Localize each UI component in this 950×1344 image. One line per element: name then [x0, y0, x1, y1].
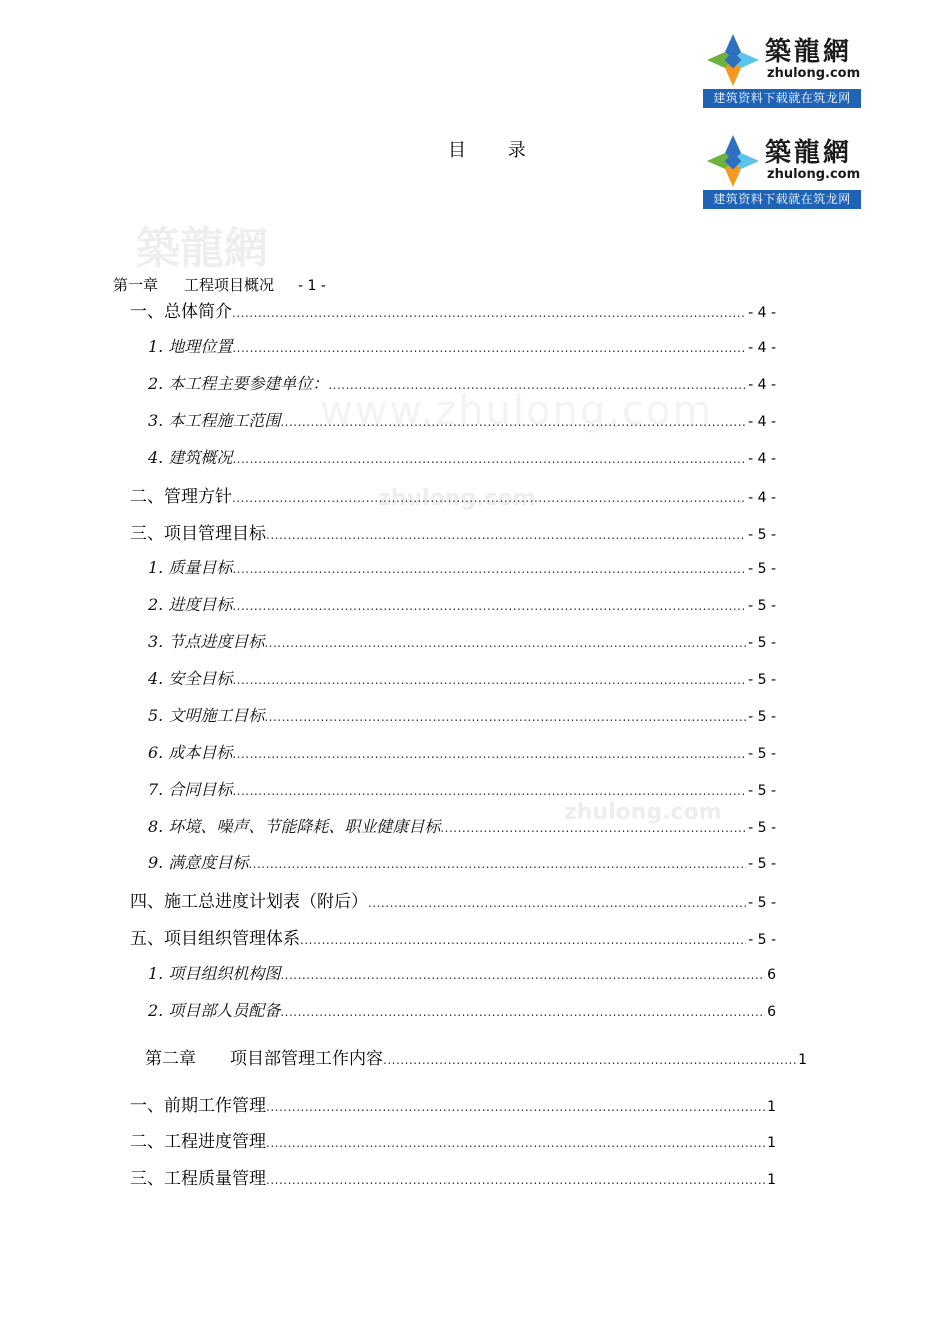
toc-entry-label: 四、施工总进度计划表（附后） [130, 892, 368, 912]
toc-leader [328, 378, 746, 392]
toc-entry-page: - 5 - [748, 561, 776, 577]
toc-entry[interactable] [148, 998, 776, 1024]
toc-leader [232, 784, 746, 798]
toc-entry-label: 3. 本工程施工范围 [148, 411, 281, 430]
toc-entry[interactable] [148, 629, 776, 655]
toc-leader [232, 306, 746, 320]
watermark-url: www.zhulong.com [320, 388, 714, 434]
toc-entry[interactable] [130, 924, 776, 950]
toc-leader [368, 896, 746, 910]
zhulong-logo [703, 30, 861, 108]
toc-entry[interactable] [148, 814, 776, 840]
toc-entry-label: 一、前期工作管理 [130, 1096, 266, 1116]
toc-leader [232, 673, 746, 687]
toc-leader [280, 1005, 765, 1019]
logo-banner: 建筑资料下载就在筑龙网 [703, 89, 861, 108]
toc-entry-page: - 4 - [748, 414, 776, 430]
toc-entry-label: 2. 项目部人员配备 [148, 1001, 281, 1020]
toc-entry-page: 6 [767, 1004, 776, 1020]
toc-entry-page: - 4 - [748, 490, 776, 506]
toc-leader [232, 491, 746, 505]
toc-leader [280, 968, 765, 982]
toc-entry-label: 三、项目管理目标 [130, 524, 266, 544]
toc-leader [232, 562, 746, 576]
toc-entry-page: 1 [798, 1052, 807, 1068]
logo-brand-en: zhulong.com [767, 167, 861, 182]
toc-entry[interactable] [148, 445, 776, 471]
toc-entry-page: 1 [767, 1172, 776, 1188]
toc-entry-page: 1 [767, 1135, 776, 1151]
toc-entry[interactable] [130, 482, 776, 508]
logo-brand-cn: 築龍網 [765, 138, 853, 168]
toc-entry[interactable] [130, 887, 776, 913]
toc-title: 目 录 [448, 140, 544, 161]
toc-entry-label: 第二章 项目部管理工作内容 [145, 1049, 383, 1069]
toc-entry-label: 9. 满意度目标 [148, 853, 249, 872]
toc-entry-label: 3. 节点进度目标 [148, 632, 265, 651]
toc-entry-page: - 5 - [748, 783, 776, 799]
toc-entry[interactable] [148, 555, 776, 581]
toc-entry[interactable] [148, 666, 776, 692]
toc-leader [440, 821, 746, 835]
toc-entry[interactable] [148, 334, 776, 360]
toc-entry[interactable] [148, 592, 776, 618]
toc-entry-label: 2. 进度目标 [148, 595, 233, 614]
toc-entry-page: - 5 - [748, 635, 776, 651]
toc-entry[interactable] [148, 408, 776, 434]
watermark-brand: 築龍網 [136, 223, 268, 274]
chapter-title: 工程项目概况 [184, 276, 275, 294]
toc-entry-page: - 4 - [748, 305, 776, 321]
toc-entry-label: 二、工程进度管理 [130, 1132, 266, 1152]
toc-entry-label: 4. 安全目标 [148, 669, 233, 688]
toc-entry-label: 1. 质量目标 [148, 558, 233, 577]
toc-entry[interactable] [130, 519, 776, 545]
toc-leader [232, 599, 746, 613]
toc-entry-page: - 5 - [748, 598, 776, 614]
toc-entry-page: - 5 - [748, 709, 776, 725]
toc-entry-page: - 4 - [748, 340, 776, 356]
toc-entry-page: 1 [767, 1099, 776, 1115]
toc-chapter-2[interactable] [145, 1044, 807, 1070]
chapter-number: 第一章 [113, 276, 159, 294]
toc-entry-page: - 5 - [748, 856, 776, 872]
toc-entry-page: - 4 - [748, 451, 776, 467]
toc-entry[interactable] [130, 1091, 776, 1117]
toc-entry-label: 8. 环境、噪声、节能降耗、职业健康目标 [148, 817, 441, 836]
toc-entry-page: - 5 - [748, 527, 776, 543]
toc-leader [266, 1100, 765, 1114]
toc-entry-label: 五、项目组织管理体系 [130, 929, 300, 949]
toc-entry[interactable] [148, 703, 776, 729]
toc-entry-page: - 5 - [748, 672, 776, 688]
toc-entry[interactable] [148, 777, 776, 803]
toc-entry-label: 1. 地理位置 [148, 337, 233, 356]
toc-entry[interactable] [148, 740, 776, 766]
chapter-page: - 1 - [298, 278, 326, 294]
toc-leader [264, 636, 746, 650]
toc-entry[interactable] [130, 1127, 776, 1153]
toc-entry[interactable] [130, 297, 776, 323]
logo-brand-en: zhulong.com [767, 66, 861, 81]
toc-entry-label: 4. 建筑概况 [148, 448, 233, 467]
toc-leader [248, 857, 746, 871]
toc-entry-page: - 5 - [748, 895, 776, 911]
zhulong-logo-mark-icon [705, 133, 761, 189]
toc-entry-label: 2. 本工程主要参建单位： [148, 374, 329, 393]
toc-leader [266, 1136, 765, 1150]
toc-entry[interactable] [148, 371, 776, 397]
toc-leader [266, 528, 746, 542]
toc-leader [383, 1053, 796, 1067]
toc-leader [232, 452, 746, 466]
toc-entry-page: - 5 - [748, 820, 776, 836]
toc-leader [232, 341, 746, 355]
toc-chapter-1[interactable] [113, 274, 326, 295]
toc-leader [300, 933, 746, 947]
zhulong-logo-mark-icon [705, 32, 761, 88]
toc-entry-label: 一、总体简介 [130, 302, 232, 322]
zhulong-logo-secondary [703, 131, 861, 209]
toc-leader [266, 1173, 765, 1187]
toc-entry-label: 1. 项目组织机构图 [148, 964, 281, 983]
watermark-site-2: zhulong.com [564, 800, 722, 825]
toc-entry-label: 7. 合同目标 [148, 780, 233, 799]
toc-leader [264, 710, 746, 724]
toc-entry-label: 5. 文明施工目标 [148, 706, 265, 725]
toc-entry-label: 6. 成本目标 [148, 743, 233, 762]
toc-entry-label: 二、管理方针 [130, 487, 232, 507]
toc-entry-page: - 5 - [748, 932, 776, 948]
logo-banner: 建筑资料下载就在筑龙网 [703, 190, 861, 209]
toc-leader [232, 747, 746, 761]
toc-leader [280, 415, 746, 429]
toc-entry-page: 6 [767, 967, 776, 983]
toc-entry[interactable] [130, 1164, 776, 1190]
watermark-site: zhulong.com [378, 486, 536, 511]
logo-brand-cn: 築龍網 [765, 37, 853, 67]
toc-entry-label: 三、工程质量管理 [130, 1169, 266, 1189]
toc-entry[interactable] [148, 961, 776, 987]
toc-entry[interactable] [148, 850, 776, 876]
toc-entry-page: - 5 - [748, 746, 776, 762]
toc-entry-page: - 4 - [748, 377, 776, 393]
